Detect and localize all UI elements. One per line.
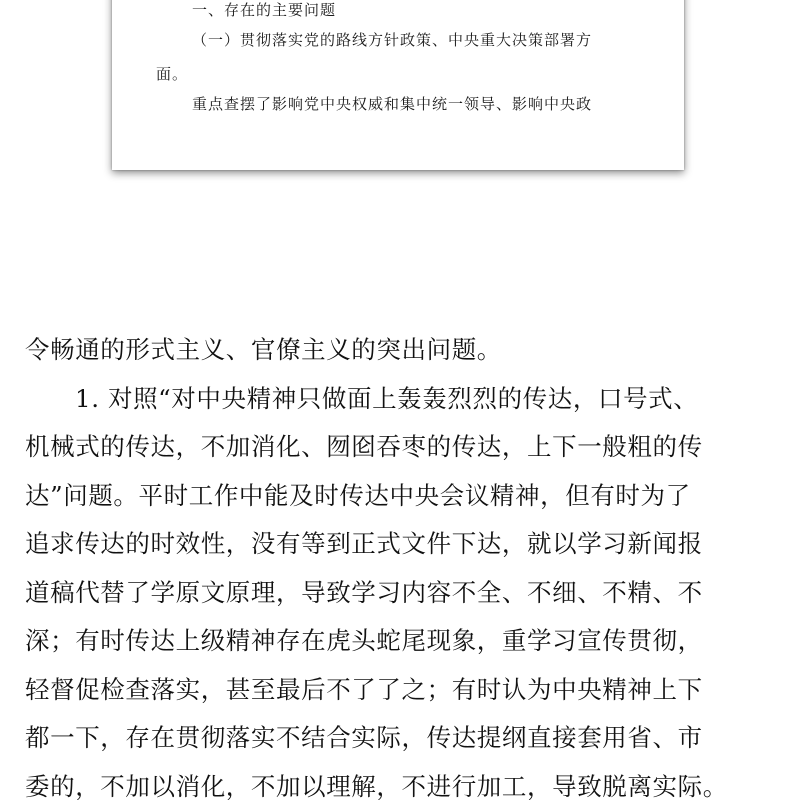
preview-line-5: 重点查摆了影响党中央权威和集中统一领导、影响中央政 xyxy=(192,95,593,113)
body-line: 达”问题。平时工作中能及时传达中央会议精神，但有时为了 xyxy=(25,480,691,510)
body-line: 机械式的传达，不加消化、囫囵吞枣的传达，上下一般粗的传 xyxy=(25,432,703,461)
body-paragraph-start: 1. 对照“对中央精神只做面上轰轰烈烈的传达，口号式、 xyxy=(75,383,699,413)
preview-section-heading: 一、存在的主要问题 xyxy=(192,1,337,19)
body-line: 轻督促检查落实，甚至最后不了了之；有时认为中央精神上下 xyxy=(25,674,703,704)
body-line: 深；有时传达上级精神存在虎头蛇尾现象，重学习宣传贯彻， xyxy=(25,626,703,655)
body-line: 都一下，存在贯彻落实不结合实际，传达提纲直接套用省、市 xyxy=(25,723,703,752)
document-body xyxy=(25,326,785,800)
preview-subsection-heading: （一）贯彻落实党的路线方针政策、中央重大决策部署方 xyxy=(192,31,593,49)
body-line: 道稿代替了学原文原理，导致学习内容不全、不细、不精、不 xyxy=(25,577,703,607)
body-line: 令畅通的形式主义、官僚主义的突出问题。 xyxy=(25,335,502,364)
body-line: 追求传达的时效性，没有等到正式文件下达，就以学习新闻报 xyxy=(25,529,703,558)
document-preview-card xyxy=(112,0,684,170)
body-line: 委的，不加以消化，不加以理解，不进行加工，导致脱离实际。 xyxy=(25,771,728,800)
preview-line-4: 面。 xyxy=(156,65,189,83)
